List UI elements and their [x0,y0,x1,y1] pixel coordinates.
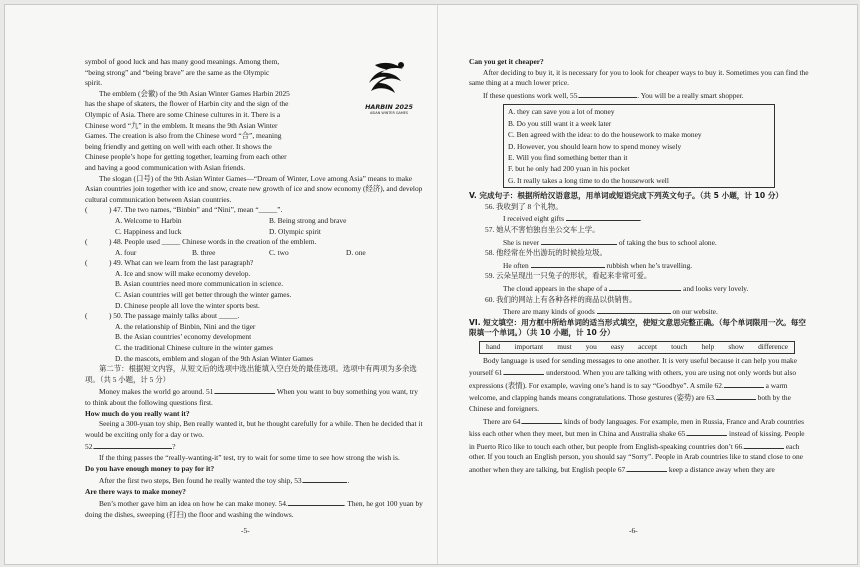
blank-51[interactable] [215,385,275,394]
money-p6: Ben’s mother gave him an idea on how he can make money. 54. . Then, he got 100 yuan by doing the dishes, sweeping (打扫) the floor and washing the windows. [85,499,423,519]
answer-58: He often rubbish when he’s travelling. [503,260,693,270]
money-p7: After deciding to buy it, it is necessary for you to look for cheaper ways to buy it. Sometimes you can find the same thing at a much lower price. [469,67,809,88]
word-item: easy [610,341,625,351]
money-p4: If the thing passes the “really-wanting-it” test, try to wait for some time to see how strong the wish is. [99,452,400,462]
blank-65[interactable] [687,427,727,436]
money-p5: After the first two steps, Ben found he really wanted the toy ship, 53. . [99,476,350,486]
heading-really-want: How much do you really want it? [85,408,190,418]
option-50b: B. the Asian countries’ economy development [115,332,252,342]
body-language-p1: Body language is used for sending messages to one another. It is very useful because it can help you make yourself 61. understood. When you are talking with others, you are using not only words but also expressions (表情). For example, waving one’s hand is to say “Goodbye”. A smile 62. a warm welcome, and clapping hands means congratulations. Those gestures (姿势) are 63. both by the Chinese and foreigners. [469,355,798,413]
section-v-heading: V. 完成句子：根据所给汉语意思，用单词或短语完成下列英文句子。（共 5 小题，计 10 分） [469,191,784,201]
harbin-2025-emblem [365,59,413,117]
options-47-row1: A. Welcome to Harbin B. Being strong and brave [115,215,347,225]
word-item: accept [638,341,657,351]
blank-60[interactable] [597,305,671,314]
word-box [479,341,795,354]
word-item: important [514,341,544,351]
money-p8: If these questions work well, 55. . You will be a really smart shopper. [483,90,744,100]
option-49d: D. Chinese people all love the winter sports best. [115,300,260,310]
word-item: difference [758,341,788,351]
passage-slogan: The slogan (口号) of the 9th Asian Winter Games—“Dream of Winter, Love among Asia” means to make Asian countries join together with ice and snow, create new growth of ice and snow economy (经济), and develop cultural communication between Asian countries. [85,173,423,204]
left-page [85,57,423,521]
question-50: ( ) 50. The passage mainly talks about _____. [85,311,240,321]
page-number-left: -5- [241,526,250,535]
option-49c: C. Asian countries will get better through the winter games. [115,290,292,300]
emblem-subtitle: ASIAN WINTER GAMES [369,111,409,115]
blank-63[interactable] [716,391,756,400]
options-48: A. four B. three C. two D. one [115,247,366,257]
money-p3: 52. ? [85,442,176,452]
sentence-58: 58. 他经常在外出游玩的时候捡垃圾。 [485,248,607,258]
word-item: must [557,341,572,351]
word-item: help [701,341,715,351]
answer-60: There are many kinds of goods on our website. [503,307,718,317]
blank-59[interactable] [609,282,681,291]
options-box [503,104,775,188]
blank-58[interactable] [531,259,605,268]
right-page [469,57,809,475]
option-49b: B. Asian countries need more communication in science. [115,279,284,289]
option-c: C. Ben agreed with the idea: to do the housework to make money [508,130,702,140]
word-item: show [728,341,744,351]
sentence-57: 57. 她从不害怕独自坐公交车上学。 [485,225,600,234]
money-p2: Seeing a 300-yuan toy ship, Ben really wanted it, but he thought carefully for a while. Then he decided that it would be exciting only for a day or two. [85,419,423,439]
sentence-56: 56. 我收到了 8 个礼物。 [485,201,563,211]
blank-67[interactable] [627,463,667,472]
word-item: hand [486,341,501,351]
option-50d: D. the mascots, emblem and slogan of the 9th Asian Winter Games [115,353,314,363]
blank-55[interactable] [579,89,637,98]
blank-56[interactable] [566,212,640,221]
question-48: ( ) 48. People used _____ Chinese words in the creation of the emblem. [85,237,317,247]
exam-sheet [4,4,858,565]
option-49a: A. Ice and snow will make economy develop. [115,268,251,278]
blank-57[interactable] [541,236,617,245]
page-fold [437,5,438,564]
money-p1: Money makes the world go around. 51. When you want to buy something you want, try to think about the following questions first. [85,387,418,407]
passage-text: symbol of good luck and has many good meanings. Among them, “being strong” and “being brave” are the same as the Olympic spirit. [85,57,280,88]
emblem-icon [365,59,413,99]
answer-59: The cloud appears in the shape of a and looks very lovely. [503,283,749,293]
body-language-p2: There are 64. kinds of body languages. For example, men in Russia, France and Arab countries kiss each other when they meet, but men in China and Australia shake 65. instead of kissing. People in Puerto Rico like to touch each other, but people from English-speaking countries don’t 66. each other. If you touch an English person, you should say “Sorry”. People in Arab countries like to stand close to one another when they are talking, but English people 67. keep a distance away when they are [469,416,805,474]
question-49: ( ) 49. What can we learn from the last paragraph? [85,258,254,268]
blank-52[interactable] [94,440,172,449]
part2-instructions: 第二节：根据短文内容，从短文后的选项中选出能填入空白处的最佳选项。选项中有两项为多余选项。（共 5 小题，计 5 分） [85,364,417,384]
option-a: A. they can save you a lot of money [508,107,615,117]
option-d: D. However, you should learn how to spend money wisely [508,141,682,151]
passage-emblem: The emblem (会徽) of the 9th Asian Winter Games Harbin 2025 has the shape of skaters, the flower of Harbin city and the sign of the Olympic of Asia. There are some Chinese cultures in it. There is a Chinese word “九” in the emblem. It means the 9th Asian Winter Games. The creation is also from the Chinese word “合”, meaning being friendly and getting on well with each other. It shows the Chinese people’s hope for getting together, learning from each other and having a good communication with Asian friends. [85,88,290,172]
word-item: touch [671,341,688,351]
heading-make-money: Are there ways to make money? [85,486,186,496]
page-number-right: -6- [629,526,638,535]
heading-enough-money: Do you have enough money to pay for it? [85,463,215,473]
answer-57: She is never of taking the bus to school alone. [503,237,717,247]
question-47: ( ) 47. The two names, “Binbin” and “Nini”, mean “_____”. [85,205,283,215]
blank-61[interactable] [504,366,544,375]
blank-64[interactable] [522,415,562,424]
sentence-60: 60. 我们的网站上有各种各样的商品以供销售。 [485,294,637,304]
option-50c: C. the traditional Chinese culture in the winter games [115,343,273,353]
option-e: E. Will you find something better than it [508,153,628,162]
option-b: B. Do you still want it a week later [508,118,612,128]
section-vi-heading: VI. 短文填空：用方框中所给单词的适当形式填空，使短文意思完整正确。（每个单词限用一次。每空限填一个单词。）（共 10 小题，计 10 分） [469,317,806,338]
sentence-59: 59. 云朵呈现出一只兔子的形状，看起来非常可爱。 [485,271,652,281]
emblem-title: HARBIN 2025 [365,103,413,111]
option-g: G. It really takes a long time to do the housework well [508,175,669,185]
blank-66[interactable] [744,440,784,449]
answer-56: I received eight gifts . [503,214,642,224]
word-item: you [585,341,597,351]
blank-54[interactable] [288,497,344,506]
blank-62[interactable] [724,379,764,388]
blank-53[interactable] [303,474,347,483]
options-47-row2: C. Happiness and luck D. Olympic spirit [115,226,321,236]
option-f: F. but he only had 200 yuan in his pocket [508,164,630,174]
heading-cheaper: Can you get it cheaper? [469,57,544,66]
option-50a: A. the relationship of Binbin, Nini and the tiger [115,321,256,331]
